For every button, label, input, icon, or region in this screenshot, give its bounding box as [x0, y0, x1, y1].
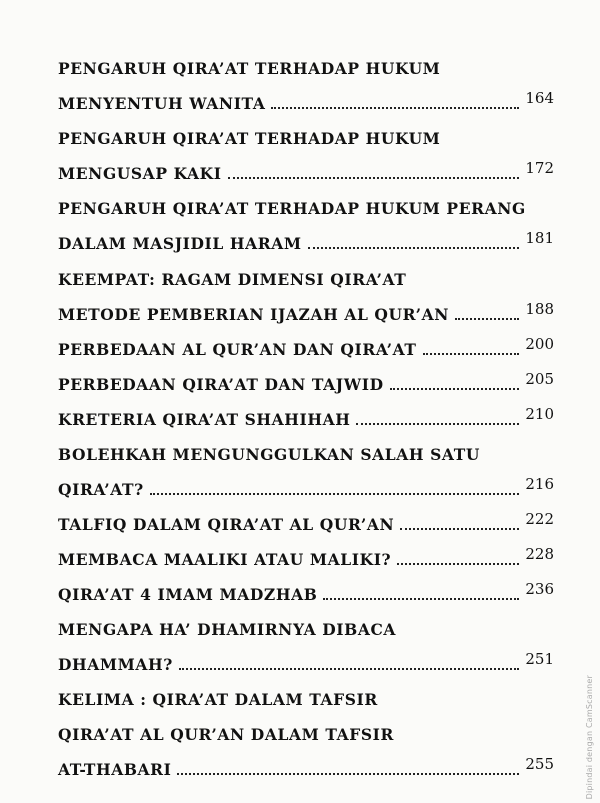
leader-dots [228, 176, 520, 179]
toc-page-number: 172 [525, 159, 554, 177]
toc-entry [58, 578, 554, 604]
toc-entry-text: QIRA’AT AL QUR’AN DALAM TAFSIR [58, 725, 394, 744]
leader-dots [271, 106, 519, 109]
toc-entry [58, 438, 554, 464]
toc-page-number: 222 [525, 510, 554, 528]
leader-dots [150, 492, 520, 495]
toc-entry [58, 473, 554, 499]
toc-entry-text: MENGUSAP KAKI [58, 164, 222, 183]
toc-entry-text: MENYENTUH WANITA [58, 94, 266, 113]
toc-entry-text: PENGARUH QIRA’AT TERHADAP HUKUM PERANG [58, 199, 526, 218]
toc-entry-text: KELIMA : QIRA’AT DALAM TAFSIR [58, 690, 378, 709]
toc-page-number: 210 [525, 405, 554, 423]
toc-entry [58, 333, 554, 359]
toc-entry-text: TALFIQ DALAM QIRA’AT AL QUR’AN [58, 515, 395, 534]
leader-dots [397, 562, 519, 565]
toc-entry [58, 157, 554, 183]
toc-entry-text: DALAM MASJIDIL HARAM [58, 234, 302, 253]
leader-dots [400, 527, 519, 530]
toc-entry [58, 368, 554, 394]
toc-entry-text: KRETERIA QIRA’AT SHAHIHAH [58, 410, 351, 429]
toc-entry [58, 52, 554, 78]
toc-entry [58, 753, 554, 779]
toc-entry-text: PENGARUH QIRA’AT TERHADAP HUKUM [58, 59, 441, 78]
toc-section-heading [58, 263, 554, 289]
toc-entry [58, 298, 554, 324]
toc-page-number: 188 [525, 300, 554, 318]
toc-entry-text: KEEMPAT: RAGAM DIMENSI QIRA’AT [58, 270, 407, 289]
toc-entry [58, 122, 554, 148]
toc-entry [58, 227, 554, 253]
toc-entry-text: DHAMMAH? [58, 655, 173, 674]
toc-page-number: 251 [525, 650, 554, 668]
toc-page-number: 236 [525, 580, 554, 598]
toc-entry [58, 543, 554, 569]
leader-dots [356, 422, 519, 425]
scanner-watermark: Dipindai dengan CamScanner [585, 674, 594, 799]
toc-entry-text: METODE PEMBERIAN IJAZAH AL QUR’AN [58, 305, 449, 324]
toc-entry-text: QIRA’AT 4 IMAM MADZHAB [58, 585, 318, 604]
toc-entry [58, 718, 554, 744]
toc-page-number: 255 [525, 755, 554, 773]
toc-entry [58, 87, 554, 113]
toc-entry [58, 403, 554, 429]
leader-dots [179, 667, 519, 670]
toc-entry-text: PERBEDAAN QIRA’AT DAN TAJWID [58, 375, 384, 394]
toc-page-number: 164 [525, 89, 554, 107]
toc-page-number: 228 [525, 545, 554, 563]
leader-dots [177, 772, 519, 775]
toc-entry-text: MEMBACA MAALIKI ATAU MALIKI? [58, 550, 392, 569]
toc-page-number: 181 [525, 229, 554, 247]
toc-entry-text: MENGAPA HA’ DHAMIRNYA DIBACA [58, 620, 397, 639]
toc-entry-text: QIRA’AT? [58, 480, 144, 499]
toc-entry-text: AT-THABARI [58, 760, 172, 779]
leader-dots [455, 317, 519, 320]
toc-entry-text: PENGARUH QIRA’AT TERHADAP HUKUM [58, 129, 441, 148]
toc-section-heading [58, 683, 554, 709]
toc-entry [58, 508, 554, 534]
toc-page-number: 216 [525, 475, 554, 493]
toc-page-number: 200 [525, 335, 554, 353]
toc-entry [58, 192, 554, 218]
leader-dots [323, 597, 519, 600]
leader-dots [308, 246, 520, 249]
toc-entry-text: BOLEHKAH MENGUNGGULKAN SALAH SATU [58, 445, 480, 464]
leader-dots [423, 352, 520, 355]
toc-page-number: 205 [525, 370, 554, 388]
toc-entry-text: PERBEDAAN AL QUR’AN DAN QIRA’AT [58, 340, 417, 359]
toc-entry [58, 648, 554, 674]
leader-dots [390, 387, 520, 390]
toc-entry [58, 613, 554, 639]
